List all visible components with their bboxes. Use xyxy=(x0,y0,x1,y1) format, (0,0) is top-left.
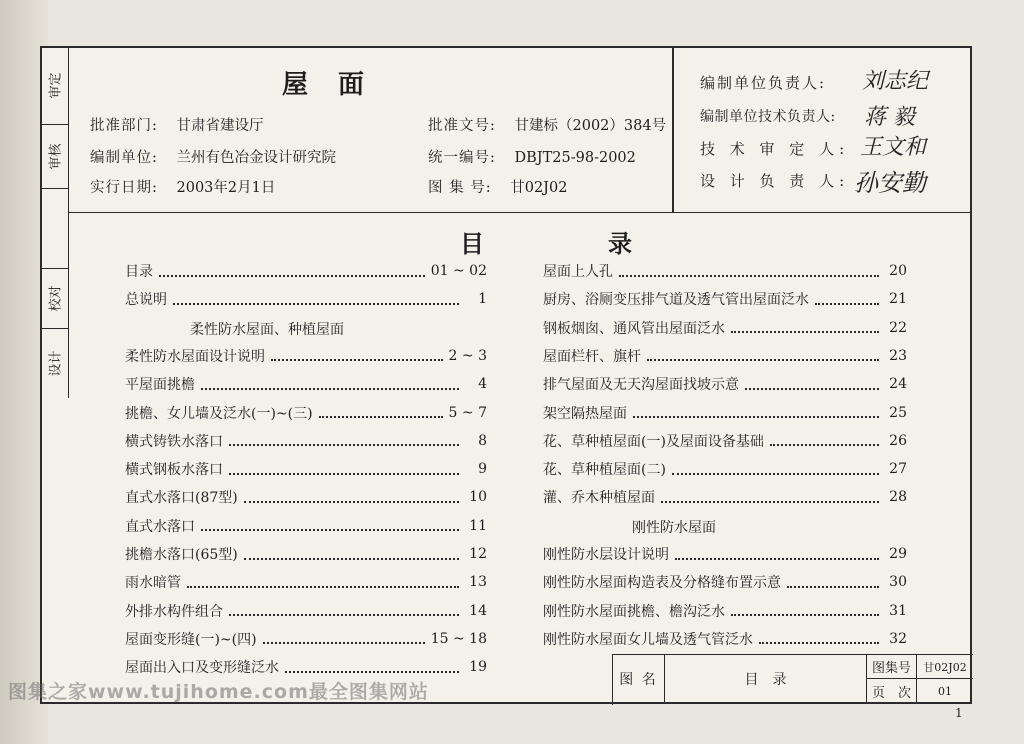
tb-atlas-label: 图集号 xyxy=(867,655,917,679)
toc-entry[interactable] xyxy=(543,571,907,593)
toc-entry-page: 8 xyxy=(478,432,487,449)
toc-entry-page: 26 xyxy=(889,432,907,449)
toc-leader-dots xyxy=(745,379,879,390)
toc-leader-dots xyxy=(787,577,879,588)
toc-entry-title: 直式水落口(87型) xyxy=(125,490,238,507)
toc-entry[interactable] xyxy=(125,571,487,593)
toc-entry-title: 目录 xyxy=(125,264,153,280)
toc-entry[interactable] xyxy=(125,373,487,395)
side-cell-review: 审核 xyxy=(40,124,68,189)
toc-entry-title: 横式铸铁水落口 xyxy=(125,433,223,450)
toc-leader-dots xyxy=(229,435,459,446)
toc-entry[interactable] xyxy=(125,515,487,537)
toc-entry-page: 19 xyxy=(469,659,487,676)
toc-entry[interactable] xyxy=(543,430,907,452)
tb-page-label: 页 次 xyxy=(867,679,917,703)
toc-leader-dots xyxy=(244,492,459,503)
toc-entry[interactable] xyxy=(125,458,487,480)
toc-entry[interactable] xyxy=(543,486,907,508)
designer-label: 设 计 负 责 人: xyxy=(700,172,850,190)
tech-head-signature: 蒋 毅 xyxy=(864,105,915,130)
toc-leader-dots xyxy=(263,633,425,644)
toc-leader-dots xyxy=(229,464,459,475)
side-cell-design: 设计 xyxy=(48,349,64,377)
toc-leader-dots xyxy=(815,294,879,305)
toc-entry[interactable] xyxy=(125,600,487,622)
compiler-label: 编制单位: xyxy=(90,150,158,166)
toc-entry[interactable] xyxy=(125,260,487,282)
toc-leader-dots xyxy=(672,464,879,475)
toc-section-heading: 柔性防水屋面、种植屋面 xyxy=(190,321,344,338)
approval-doc-label: 批准文号: xyxy=(428,118,496,134)
tb-atlas-value: 甘02J02 xyxy=(917,655,973,679)
toc-entry[interactable] xyxy=(543,628,907,650)
toc-leader-dots xyxy=(770,435,879,446)
tb-name-value: 目 录 xyxy=(665,655,867,703)
toc-entry-title: 刚性防水屋面挑檐、檐沟泛水 xyxy=(543,603,725,620)
toc-entry-page: 20 xyxy=(889,263,907,279)
toc-entry-page: 10 xyxy=(469,489,487,506)
toc-entry-page: 11 xyxy=(469,517,487,534)
toc-entry-title: 直式水落口 xyxy=(125,518,195,535)
toc-entry-page: 31 xyxy=(889,602,907,619)
toc-entry-title: 刚性防水屋面女儿墙及透气管泛水 xyxy=(543,631,753,648)
toc-leader-dots xyxy=(271,350,443,361)
toc-leader-dots xyxy=(285,662,459,673)
toc-entry-page: 28 xyxy=(889,489,907,506)
page-title: 屋 面 xyxy=(282,70,367,100)
page-number: 1 xyxy=(955,706,963,720)
toc-entry[interactable] xyxy=(543,317,907,339)
tech-review-signature: 王文和 xyxy=(860,135,927,160)
toc-entry-page: 2 ~ 3 xyxy=(448,347,487,364)
toc-leader-dots xyxy=(731,322,879,333)
approval-doc-value: 甘建标（2002）384号 xyxy=(514,118,667,134)
title-block xyxy=(612,654,973,705)
site-watermark: 图集之家www.tujihome.com最全图集网站 xyxy=(8,681,429,703)
toc-entry-title: 挑檐、女儿墙及泛水(一)~(三) xyxy=(125,405,313,422)
toc-entry-title: 厨房、浴厕变压排气道及透气管出屋面泛水 xyxy=(543,292,809,309)
toc-entry-title: 雨水暗管 xyxy=(125,575,181,592)
toc-entry-page: 01 ~ 02 xyxy=(430,263,487,279)
toc-entry-title: 总说明 xyxy=(125,292,167,309)
tech-review-label: 技 术 审 定 人: xyxy=(700,140,850,158)
toc-entry[interactable] xyxy=(543,373,907,395)
tech-head-label: 编制单位技术负责人: xyxy=(700,109,836,125)
toc-entry[interactable] xyxy=(543,288,907,310)
toc-entry-title: 屋面变形缝(一)~(四) xyxy=(125,631,257,648)
effective-row xyxy=(90,176,275,197)
toc-entry-title: 刚性防水屋面构造表及分格缝布置示意 xyxy=(543,575,781,592)
toc-leader-dots xyxy=(201,379,459,390)
toc-entry[interactable] xyxy=(125,628,487,650)
unified-no-row xyxy=(428,146,636,167)
toc-entry-page: 22 xyxy=(889,319,907,336)
toc-entry-title: 钢板烟囱、通风管出屋面泛水 xyxy=(543,320,725,337)
toc-leader-dots xyxy=(633,407,879,418)
toc-entry[interactable] xyxy=(543,402,907,424)
unified-no-value: DBJT25-98-2002 xyxy=(514,150,636,166)
header-divider xyxy=(672,46,674,212)
toc-leader-dots xyxy=(619,266,879,277)
toc-entry-page: 14 xyxy=(469,602,487,619)
toc-entry-page: 1 xyxy=(478,291,487,308)
toc-entry-page: 32 xyxy=(889,630,907,647)
toc-leader-dots xyxy=(731,605,879,616)
toc-entry[interactable] xyxy=(125,402,487,424)
toc-entry-page: 27 xyxy=(889,461,907,478)
toc-entry-title: 横式钢板水落口 xyxy=(125,462,223,479)
toc-leader-dots xyxy=(759,633,879,644)
toc-entry-page: 23 xyxy=(889,347,907,364)
compiler-row xyxy=(90,146,336,167)
toc-entry-title: 柔性防水屋面设计说明 xyxy=(125,348,265,365)
toc-entry-title: 外排水构件组合 xyxy=(125,603,223,620)
toc-entry-page: 25 xyxy=(889,404,907,421)
toc-entry-page: 30 xyxy=(889,574,907,591)
approval-dept-label: 批准部门: xyxy=(90,118,158,134)
toc-entry-title: 排气屋面及无天沟屋面找坡示意 xyxy=(543,377,739,394)
toc-entry-page: 15 ~ 18 xyxy=(430,630,487,647)
toc-entry[interactable] xyxy=(543,260,907,282)
designer-signature: 孙安勤 xyxy=(854,169,926,197)
toc-entry-page: 24 xyxy=(889,376,907,393)
toc-entry[interactable] xyxy=(125,656,487,678)
toc-entry-page: 12 xyxy=(469,546,487,562)
toc-leader-dots xyxy=(244,549,459,560)
approval-dept-row xyxy=(90,114,264,135)
toc-entry-title: 刚性防水层设计说明 xyxy=(543,547,669,563)
toc-entry[interactable] xyxy=(543,345,907,367)
approval-doc-row xyxy=(428,114,666,135)
atlas-no-value: 甘02J02 xyxy=(510,180,568,196)
toc-entry[interactable] xyxy=(543,458,907,480)
toc-entry[interactable] xyxy=(125,486,487,508)
toc-leader-dots xyxy=(159,266,425,277)
tb-name-label: 图 名 xyxy=(613,655,665,703)
toc-leader-dots xyxy=(229,605,459,616)
toc-entry-title: 屋面栏杆、旗杆 xyxy=(543,348,641,365)
unit-head-label: 编制单位负责人: xyxy=(700,74,827,92)
toc-entry[interactable] xyxy=(125,345,487,367)
toc-entry[interactable] xyxy=(543,543,907,565)
effective-value: 2003年2月1日 xyxy=(176,180,276,196)
toc-leader-dots xyxy=(647,350,879,361)
toc-entry-page: 9 xyxy=(478,461,487,478)
toc-entry-title: 挑檐水落口(65型) xyxy=(125,547,238,563)
compiler-value: 兰州有色冶金设计研究院 xyxy=(176,150,336,166)
toc-section-heading: 刚性防水屋面 xyxy=(632,519,716,536)
tb-page-value: 01 xyxy=(938,684,952,698)
toc-entry-page: 4 xyxy=(478,376,487,393)
toc-leader-dots xyxy=(173,294,459,305)
unified-no-label: 统一编号: xyxy=(428,150,496,166)
toc-entry-title: 花、草种植屋面(二) xyxy=(543,462,666,479)
atlas-no-row xyxy=(428,176,567,197)
toc-title: 目 录 xyxy=(460,229,682,258)
approval-dept-value: 甘肃省建设厅 xyxy=(176,118,264,134)
toc-leader-dots xyxy=(187,577,459,588)
side-cell-check: 校对 xyxy=(40,268,68,329)
toc-entry[interactable] xyxy=(125,288,487,310)
toc-leader-dots xyxy=(675,549,879,560)
toc-entry-page: 29 xyxy=(889,546,907,562)
toc-entry-title: 平屋面挑檐 xyxy=(125,377,195,394)
toc-entry[interactable] xyxy=(125,543,487,565)
toc-leader-dots xyxy=(319,407,443,418)
side-cell-approve: 审定 xyxy=(40,46,68,125)
toc-entry[interactable] xyxy=(125,430,487,452)
toc-entry-page: 13 xyxy=(469,574,487,591)
toc-leader-dots xyxy=(661,492,879,503)
toc-entry-title: 灌、乔木种植屋面 xyxy=(543,490,655,507)
unit-head-signature: 刘志纪 xyxy=(862,69,929,94)
toc-entry-title: 屋面出入口及变形缝泛水 xyxy=(125,660,279,677)
toc-entry-title: 屋面上人孔 xyxy=(543,264,613,280)
effective-label: 实行日期: xyxy=(90,180,158,196)
toc-entry-page: 21 xyxy=(889,291,907,308)
toc-entry-title: 架空隔热屋面 xyxy=(543,405,627,422)
toc-leader-dots xyxy=(201,520,459,531)
toc-entry-page: 5 ~ 7 xyxy=(448,404,487,421)
side-signature-strip xyxy=(40,46,69,398)
side-cell-blank xyxy=(40,188,68,269)
atlas-no-label: 图 集 号: xyxy=(428,180,492,196)
toc-entry-title: 花、草种植屋面(一)及屋面设备基础 xyxy=(543,433,764,450)
toc-entry[interactable] xyxy=(543,600,907,622)
